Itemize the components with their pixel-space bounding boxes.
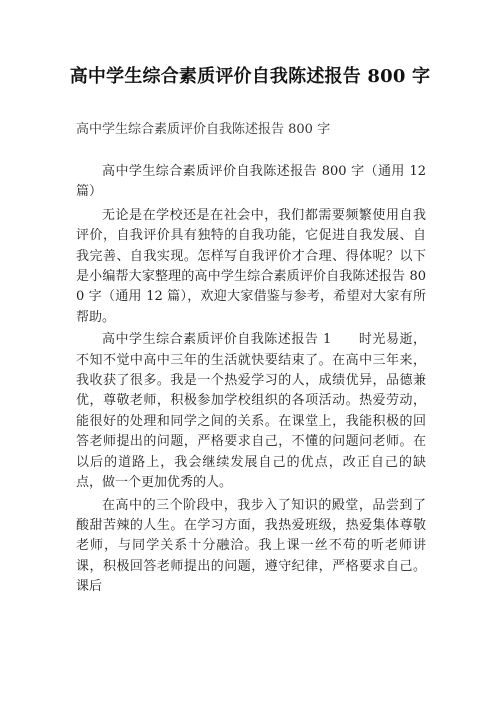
document-body — [76, 162, 426, 600]
paragraph-report-1-continued: 在高中的三个阶段中，我步入了知识的殿堂，品尝到了酸甜苦辣的人生。在学习方面，我热爱班级，热爱集体尊敬老师，与同学关系十分融洽。我上课一丝不苟的听老师讲课，积极回答老师提出的问题，遵守纪律，严格要求自己。课后 — [76, 497, 426, 595]
document-subtitle: 高中学生综合素质评价自我陈述报告 800 字 — [76, 122, 331, 137]
paragraph-report-1: 高中学生综合素质评价自我陈述报告 1 时光易逝，不知不觉中高中三年的生活就快要结束了。在高中三年来，我收获了很多。我是一个热爱学习的人，成绩优异，品德兼优，尊敬老师，积极参加学校组织的各项活动。热爱劳动，能很好的处理和同学之间的关系。在课堂上，我能积极的回答老师提出的问题，严格要求自己，不懂的问题问老师。在以后的道路上，我会继续发展自己的优点，改正自己的缺点，做一个更加优秀的人。 — [76, 332, 426, 491]
paragraph-intro: 无论是在学校还是在社会中，我们都需要频繁使用自我评价，自我评价具有独特的自我功能，它促进自我发展、自我完善、自我实现。怎样写自我评价才合理、得体呢？以下是小编帮大家整理的高中学生综合素质评价自我陈述报告 800 字（通用 12 篇），欢迎大家借鉴与参考，希望对大家有所帮助。 — [76, 207, 426, 325]
paragraph-heading: 高中学生综合素质评价自我陈述报告 800 字（通用 12 篇） — [76, 164, 426, 200]
document-title: 高中学生综合素质评价自我陈述报告 800 字 — [69, 66, 431, 87]
